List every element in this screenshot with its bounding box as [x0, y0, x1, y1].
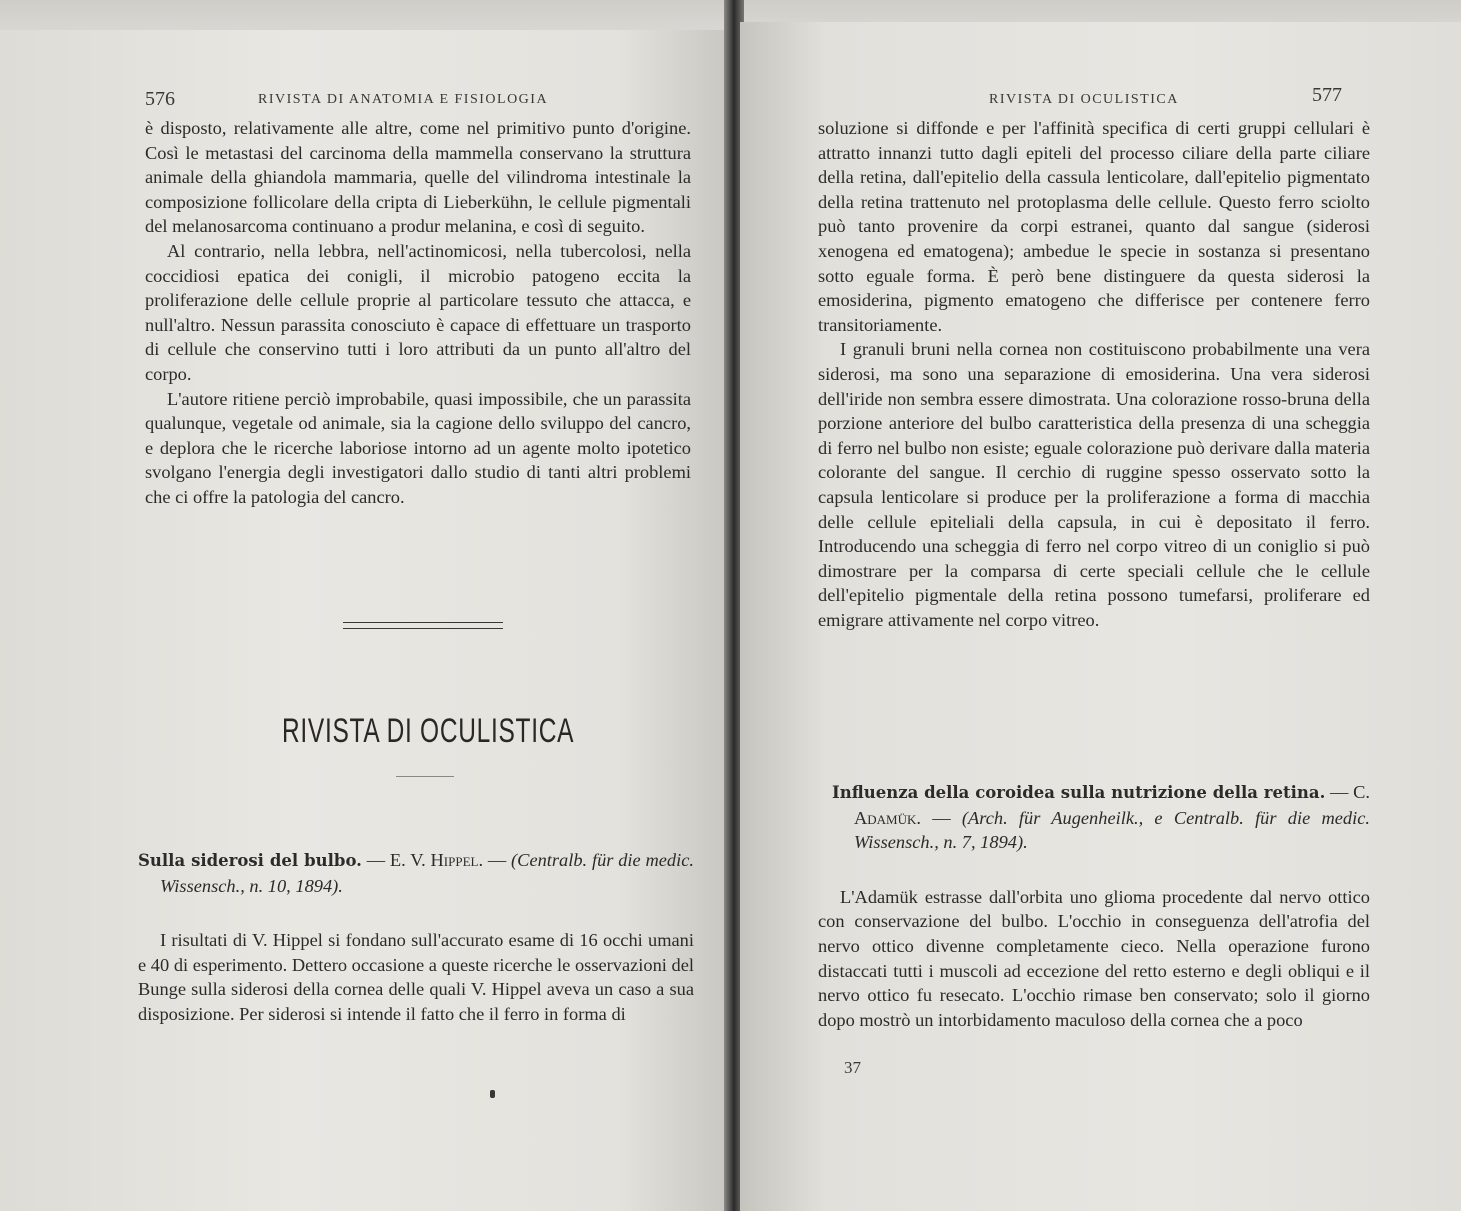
left-article	[138, 848, 694, 1027]
right-article-title: Influenza della coroidea sulla nutrizione della retina.	[832, 783, 1326, 802]
right-page-number: 577	[1312, 84, 1342, 106]
signature-mark: 37	[844, 1058, 861, 1077]
left-article-heading	[138, 848, 694, 898]
right-page	[740, 22, 1461, 1211]
left-text-block	[145, 116, 691, 510]
right-article-dash-1: —	[1325, 782, 1354, 802]
right-paragraph-1: soluzione si diffonde e per l'affinità specifica di certi gruppi cellulari è attratto innanzi tutto dagli epiteli del processo ciliare della parte ciliare della retina, dall'epitelio della cassula lenticolare, dall'epitelio pigmentato della retina trattenuto nel protoplasma delle cellule. Questo ferro sciolto può tanto provenire da corpi estranei, quanto dal sangue (siderosi xenogena ed ematogena); ambedue le specie in sostanza si presentano sotto eguale forma. È però bene distinguere da questa siderosi la emosiderina, pigmento ematogeno che differisce per contenere ferro transitoriamente.	[818, 118, 1370, 335]
left-article-source: (Centralb. für die medic. Wissensch., n. 10, 1894).	[160, 850, 694, 896]
right-article	[818, 780, 1370, 1032]
left-article-author: E. V. Hippel.	[389, 850, 484, 870]
right-paragraph-2: I granuli bruni nella cornea non costituiscono probabilmente una vera siderosi, ma sono una separazione di emosiderina. Una vera siderosi dell'iride non sembra essere dimostrata. Una colorazione rosso-bruna della porzione anteriore del bulbo caratteristica della presenza di una scheggia di ferro nel bulbo non esiste; eguale colorazione può derivare dalla materia colorante del sangue. Il cerchio di ruggine spesso osservato sotto la capsula lenticolare si produce per la proliferazione a forma di macchia delle cellule epiteliali della capsula, in cui è depositato il ferro. Introducendo una scheggia di ferro nel corpo vitreo di un coniglio si può dimostrare per la comparsa di certe speciali cellule che le cellule dell'epitelio pigmentale della retina possono tumefarsi, proliferare ed emigrare attivamente nel corpo vitreo.	[818, 339, 1370, 630]
left-article-dash-1: —	[361, 850, 390, 870]
left-page-number: 576	[145, 88, 175, 110]
right-article-source: (Arch. für Augenheilk., e Centralb. für die medic. Wissensch., n. 7, 1894).	[854, 807, 1370, 853]
left-paragraph-1: è disposto, relativamente alle altre, come nel primitivo punto d'origine. Così le metastasi del carcinoma della mammella conservano la struttura animale della ghiandola mammaria, quelle del vilindroma intestinale la composizione follicolare della cripta di Lieberkühn, le cellule pigmentali del melanosarcoma continuano a produr melanina, e così di seguito.	[145, 118, 691, 237]
left-page	[0, 30, 728, 1211]
left-article-dash-2: —	[483, 850, 512, 870]
section-title-underline	[396, 776, 454, 777]
right-article-body: L'Adamük estrasse dall'orbita uno glioma procedente dal nervo ottico con conservazione del bulbo. L'occhio in conseguenza dell'atrofia del nervo ottico divenne completamente cieco. Nella operazione furono distaccati tutti i muscoli ad eccezione del retto esterno e degli obliqui e il nervo ottico fu resecato. L'occhio rimase ben conservato; solo il giorno dopo mostrò un intorbidamento maculoso della cornea che a poco	[818, 886, 1370, 1030]
right-article-heading	[832, 780, 1370, 855]
section-title: RIVISTA DI OCULISTICA	[282, 712, 575, 750]
right-article-dash-2: —	[921, 807, 962, 828]
left-article-body: I risultati di V. Hippel si fondano sull'accurato esame di 16 occhi umani e 40 di esperimento. Dettero occasione a queste ricerche le osservazioni del Bunge sulla siderosi della cornea delle quali V. Hippel aveva un caso a sua disposizione. Per siderosi si intende il fatto che il ferro in forma di	[138, 930, 694, 1024]
left-paragraph-3: L'autore ritiene perciò improbabile, quasi impossibile, che un parassita qualunque, vegetale od animale, sia la cagione dello sviluppo del cancro, e deplora che le ricerche laboriose intorno ad un agente molto ipotetico svolgano l'energia degli investigatori dallo studio di tanti altri problemi che ci offre la patologia del cancro.	[145, 388, 691, 507]
page-spot-mark	[490, 1090, 495, 1098]
left-running-header: RIVISTA DI ANATOMIA E FISIOLOGIA	[258, 92, 549, 107]
right-text-block	[818, 116, 1370, 632]
section-divider-double-rule	[343, 622, 503, 629]
right-article-author: C. Adamük.	[854, 782, 1370, 828]
left-paragraph-2: Al contrario, nella lebbra, nell'actinomicosi, nella tubercolosi, nella coccidiosi epatica dei conigli, il microbio patogeno eccita la proliferazione delle cellule proprie al particolare tessuto che attacca, e null'altro. Nessun parassita conosciuto è capace di effettuare un trasporto di cellule che conservino tutti i loro attributi da un punto all'altro del corpo.	[145, 240, 691, 384]
right-running-header: RIVISTA DI OCULISTICA	[989, 92, 1179, 107]
left-article-title: Sulla siderosi del bulbo.	[138, 851, 362, 870]
